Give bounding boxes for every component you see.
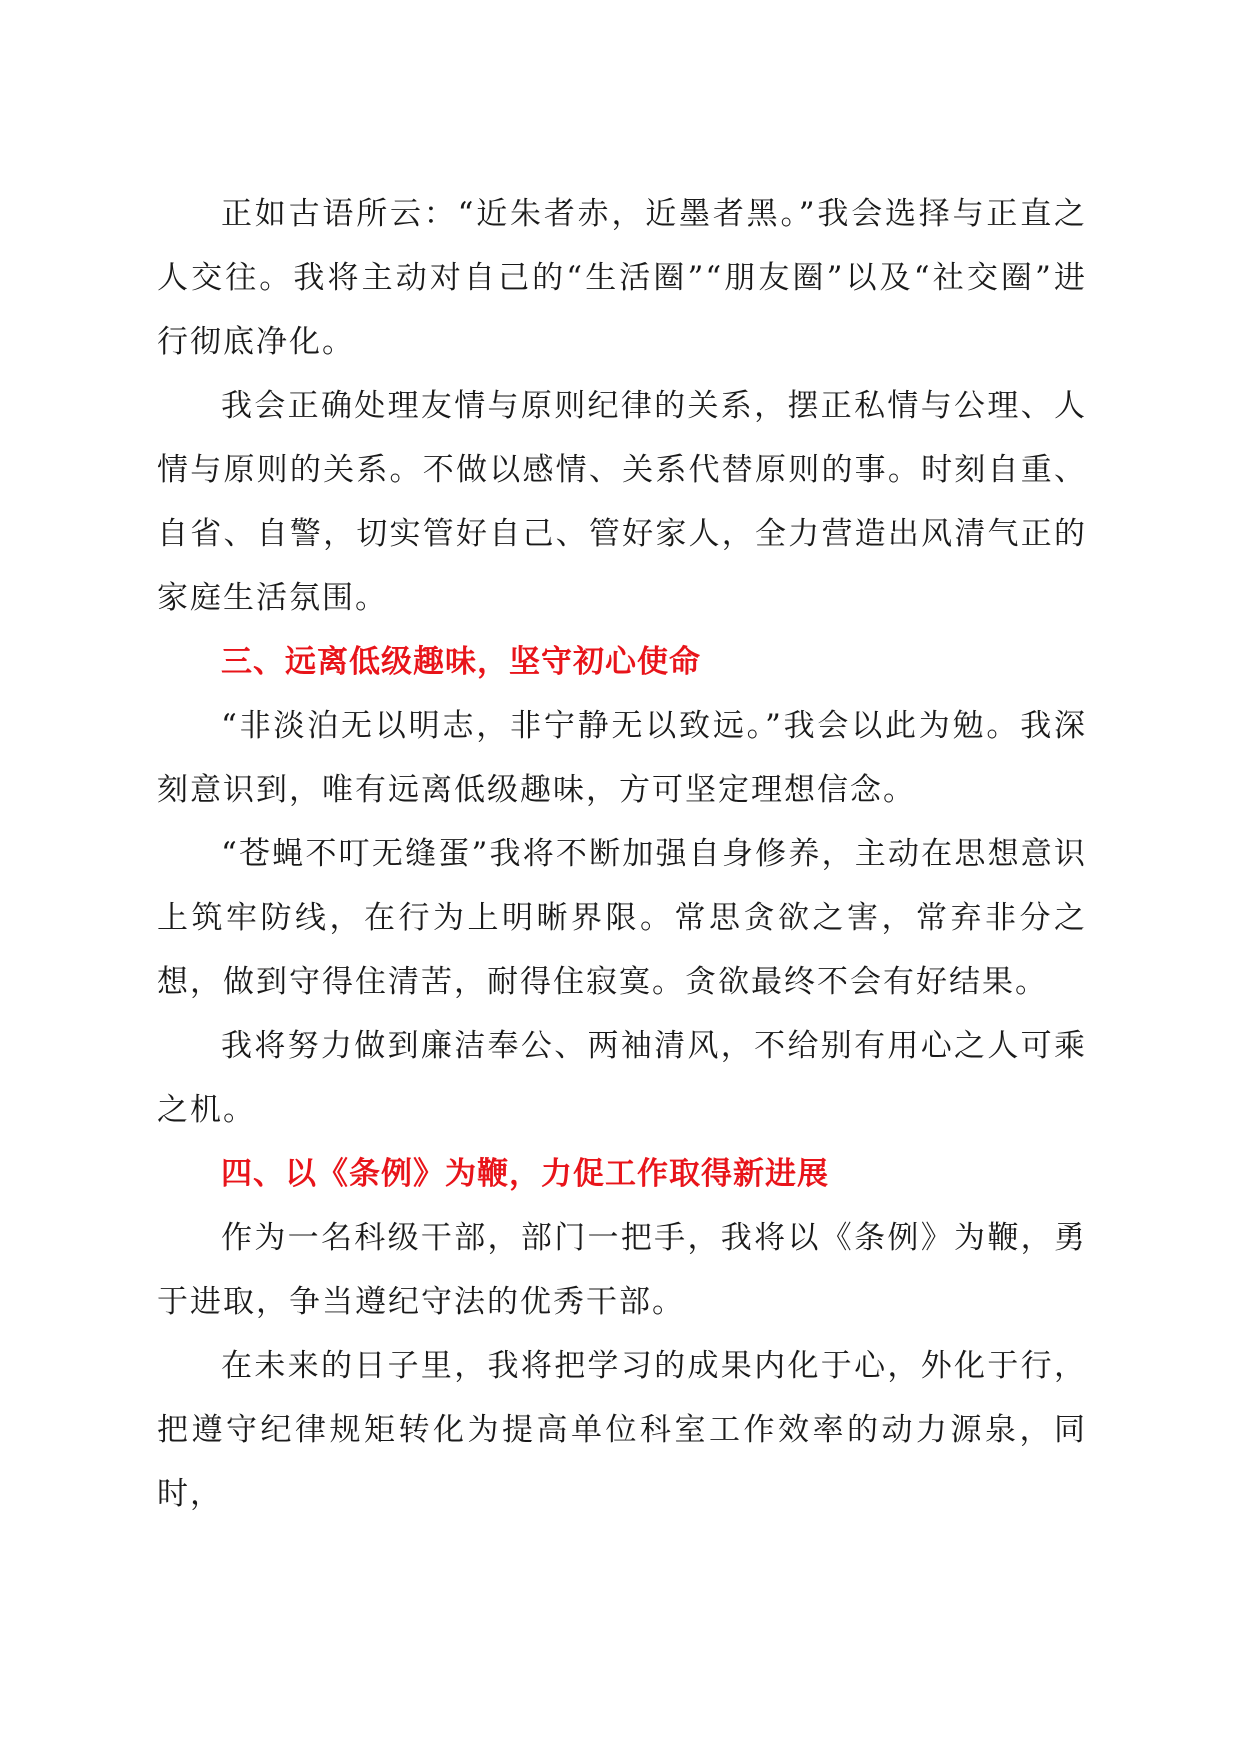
section-heading-4: 四、以《条例》为鞭，力促工作取得新进展 xyxy=(221,1156,829,1192)
paragraph-companions: 正如古语所云：“近朱者赤，近墨者黑。”我会选择与正直之人交往。我将主动对自己的“生活圈”“朋友圈”以及“社交圈”进行彻底净化。 xyxy=(157,196,1087,360)
paragraph-friendship-principles: 我会正确处理友情与原则纪律的关系，摆正私情与公理、人情与原则的关系。不做以感情、关系代替原则的事。时刻自重、自省、自警，切实管好自己、管好家人，全力营造出风清气正的家庭生活氛围。 xyxy=(157,388,1087,616)
paragraph-self-cultivation: “苍蝇不叮无缝蛋”我将不断加强自身修养，主动在思想意识上筑牢防线，在行为上明晰界限。常思贪欲之害，常弃非分之想，做到守得住清苦，耐得住寂寞。贪欲最终不会有好结果。 xyxy=(157,836,1087,1000)
document-body xyxy=(157,182,1087,1526)
paragraph-cadre-role: 作为一名科级干部，部门一把手，我将以《条例》为鞭，勇于进取，争当遵纪守法的优秀干部。 xyxy=(157,1220,1087,1320)
section-heading-3: 三、远离低级趣味，坚守初心使命 xyxy=(221,644,701,680)
paragraph-integrity: 我将努力做到廉洁奉公、两袖清风，不给别有用心之人可乘之机。 xyxy=(157,1028,1087,1128)
paragraph-future: 在未来的日子里，我将把学习的成果内化于心，外化于行，把遵守纪律规矩转化为提高单位科室工作效率的动力源泉，同时， xyxy=(157,1348,1087,1512)
paragraph-tranquility: “非淡泊无以明志，非宁静无以致远。”我会以此为勉。我深刻意识到，唯有远离低级趣味，方可坚定理想信念。 xyxy=(157,708,1087,808)
